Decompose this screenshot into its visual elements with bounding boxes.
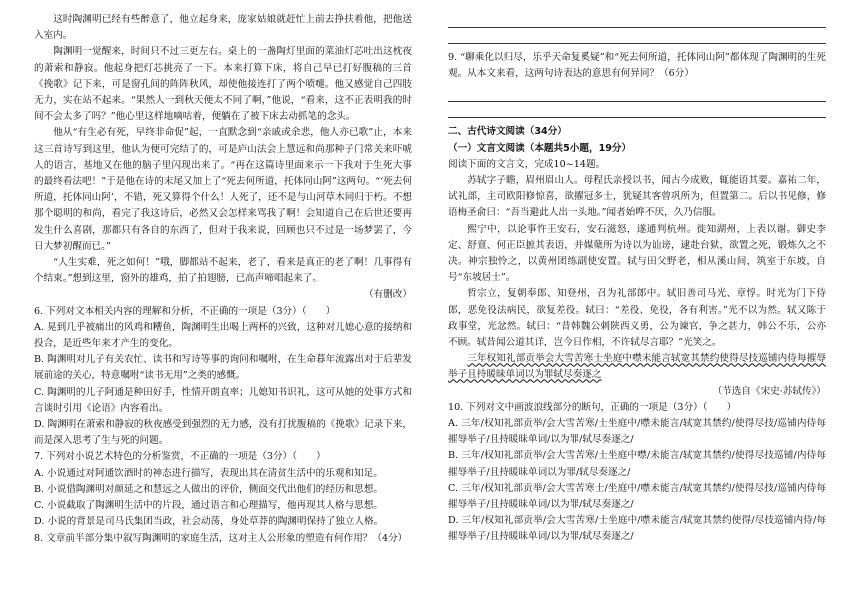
left-column [34, 12, 412, 547]
question-7-option-d: D. 小说的背景是司马氏集团当政，社会动荡，身处草莽的陶渊明保持了独立人格。 [34, 516, 384, 528]
question-6: 6. 下列对文本相关内容的理解和分析，不正确的一项是（3分）（ ） [34, 305, 336, 317]
passage-paragraph-3: 哲宗立，复朝奉郎、知登州，召为礼部郎中。轼旧善司马光、章惇。时光为门下侍郎，恶免役法病民，欲复差役。轼曰：“差役、免役，各有利害。”光不以为然。轼又陈于政事堂，光忿然。轼曰：“昔韩魏公刺陕西义勇，公为谏官，争之甚力，韩公不乐，公亦不顾。轼昔闻公道其详，岂今日作相，不许轼尽言耶？”光笑之。 [448, 288, 826, 349]
question-6-option-c: C. 陶渊明的儿子阿通是种田好手，性情开朗直率；儿媳知书识礼，这可从她的处事方式和言谈时引用《论语》内容看出。 [34, 386, 412, 414]
question-10-option-d: D. 三年/权知礼部贡举/会大雪苦寒/士坐庭中/噤未能言/轼宽其禁约使得/尽技巡铺内侍/每摧辱举子/且持暖昧单词/以为罪/轼尽奏逐之/ [448, 515, 826, 543]
wavy-underlined-text: 三年权知礼部贡举会大雪苦寒士坐庭中噤未能言轼宽其禁约使得尽技巡铺内侍每摧辱举子且持暖昧单词以为罪轼尽奏逐之 [448, 353, 826, 381]
story-paragraph-1: 这时陶渊明已经有些醉意了，他立起身来，庞家姑娘就赶忙上前去挣扶着他，把他送入室内。 [34, 14, 412, 42]
story-paragraph-3: 他从“有生必有死，早终非命促”起，一直默念到“亲戚或余悲，他人亦已歌”止，本来这三首诗写到这里，他认为便可完结了的，可是庐山法会上慧远和尚那种子门常关来吓唬人的语言，基地又在他的脑子里闪现出来了。“再在这篇诗里面来示一下我对于生死大事的最终看法吧！”于是他在诗的末尾又加上了“死去何所道，托体同山阿”这两句。“‘死去何所道，托体同山阿’，不错，死又算得个什么！人死了，还不是与山河草木同归于朽。不想那个聪明的和尚，看完了我这诗后，必然又会怎样来骂我了啊！会知道自己在后世还要再发生什么喜剧，那都只有各自的东西了，但对于我来说，回顾也只不过是一场梦罢了，今日大梦初醒而已。” [34, 127, 412, 252]
question-7-option-b: B. 小说借陶渊明对颜延之和慧远之人做出的评价，侧面交代出他们的经历和思想。 [34, 483, 383, 495]
story-paragraph-4: “人生实难，死之如何！”哦，脚都站不起来，老了，看来是真正的老了啊！几事得有个结束。”想到这里，窗外的雄鸡，拍了拍翅膀，已高声啼唱起来了。 [34, 257, 412, 285]
question-9: 9. “聊乘化以归尽，乐乎天命复奚疑”和“死去何所道，托体同山阿”都体现了陶渊明的生死观。从本文来看，这两句诗表达的意思有何异同？（6分） [448, 52, 826, 80]
story-source-note: （有删改） [364, 289, 412, 301]
story-paragraph-2: 陶渊明一觉醒来，时间只不过三更左右。桌上的一盏陶灯里面的菜油灯芯吐出这枕夜的萧索和静寂。他起身把灯芯挑亮了一下。本来打算下床，将自己早已打好腹稿的三首《挽歌》记下来，可是窗孔间的阵阵秋风，却使他接连打了两个喷嚏。他又感觉自己四肢无力，实在站不起来。“果然人一到秋天便太不同了啊，”他说，“看来，这不正表明我的时间不会太多了吗？”他心里这样地嘀咕着，便躺在了被下床去动抓笔的念头。 [34, 46, 412, 123]
passage-paragraph-2: 熙宁中，以论事忤王安石，安石滋怒，遂通判杭州。徙知湖州，上表以谢。御史李定、舒亶、何正臣摭其表语，并媒蘖所为诗以为讪谤，逮赴台狱，欲置之死，锻炼久之不决。神宗独怜之，以黄州团练副使安置。轼与田父野老，相从溪山间，筑室于东坡，自号“东坡居士”。 [448, 223, 826, 284]
section-title: 二、古代诗文阅读（34分） [448, 126, 567, 138]
passage-paragraph-1: 苏轼字子瞻，眉州眉山人。母程氏亲授以书，闻古今成败，辄能语其要。嘉祐二年，试礼部，主司欧阳修惊喜，欲擢冠多士，犹疑其客曾巩所为，但置第二。后以书见修，修语梅圣俞曰：“吾当避此人出一头地。”闻者始哗不厌，久乃信服。 [448, 175, 826, 219]
question-7-option-a: A. 小说通过对阿通饮酒时的神态进行描写，表现出其在清贫生活中的乐观和知足。 [34, 467, 383, 479]
answer-line [448, 12, 826, 28]
right-column [448, 12, 826, 546]
question-6-option-a: A. 晃到几乎被痛出的风鸡和糟鱼，陶渊明生出喝上两杯的兴致，这种对儿媳心意的接纳和投合，是近些年来才产生的变化。 [34, 321, 412, 350]
question-7-option-c: C. 小说截取了陶渊明生活中的片段，通过语言和心理描写，他再现其人格与思想。 [34, 500, 383, 512]
reading-instruction: 阅读下面的文言文，完成10~14题。 [448, 158, 606, 170]
subsection-title: （一）文言文阅读（本题共5小题，19分） [448, 142, 632, 154]
question-10: 10. 下列对文中画波浪线部分的断句，正确的一项是（3分）（ ） [448, 401, 737, 413]
question-8: 8. 文章前半部分集中叙写陶渊明的家庭生活，这对主人公形象的塑造有何作用？（4分） [34, 532, 408, 544]
question-10-option-b: B. 三年/权知礼部贡举/会大雪苦寒/士坐庭中噤/未能言/轼宽其禁约/使得尽技巡铺/内侍每摧辱举子/且持暖昧单词以为罪/轼尽奏逐之/ [448, 450, 826, 478]
question-6-option-d: D. 陶渊明在萧索和静寂的秋夜感受到强烈的无力感，没有打扰腹稿的《挽歌》记录下来，而是深入思考了生与死的问题。 [34, 419, 413, 447]
question-7: 7. 下列对小说艺术特色的分析鉴赏，不正确的一项是（3分）（ ） [34, 451, 326, 463]
passage-source-note: （节选自《宋史·苏轼传》） [712, 385, 826, 397]
answer-line [448, 28, 826, 44]
question-6-option-b: B. 陶渊明对儿子有关农忙、读书和写诗等事的询问和嘱咐，在生命暮年流露出对于后辈发展前途的关心，特意嘱咐“读书无用”之类的感慨。 [34, 354, 412, 382]
question-10-option-a: A. 三年/权知礼部贡举/会大雪苦寒/士坐庭中/噤未能言/轼宽其禁约/使得尽技/巡铺内侍每摧辱举子/且持暖昧单词/以为罪/轼尽奏逐之/ [448, 418, 826, 446]
answer-line [448, 102, 826, 118]
passage-underlined-sentence [448, 351, 826, 383]
answer-line [448, 86, 826, 102]
question-10-option-c: C. 三年/权知礼部贡举/会大雪苦寒士/坐庭中/噤未能言/轼宽其禁约/使得尽技/巡铺内侍每摧辱举子/且持暖昧单词/以为罪/轼尽奏逐之/ [448, 482, 826, 511]
